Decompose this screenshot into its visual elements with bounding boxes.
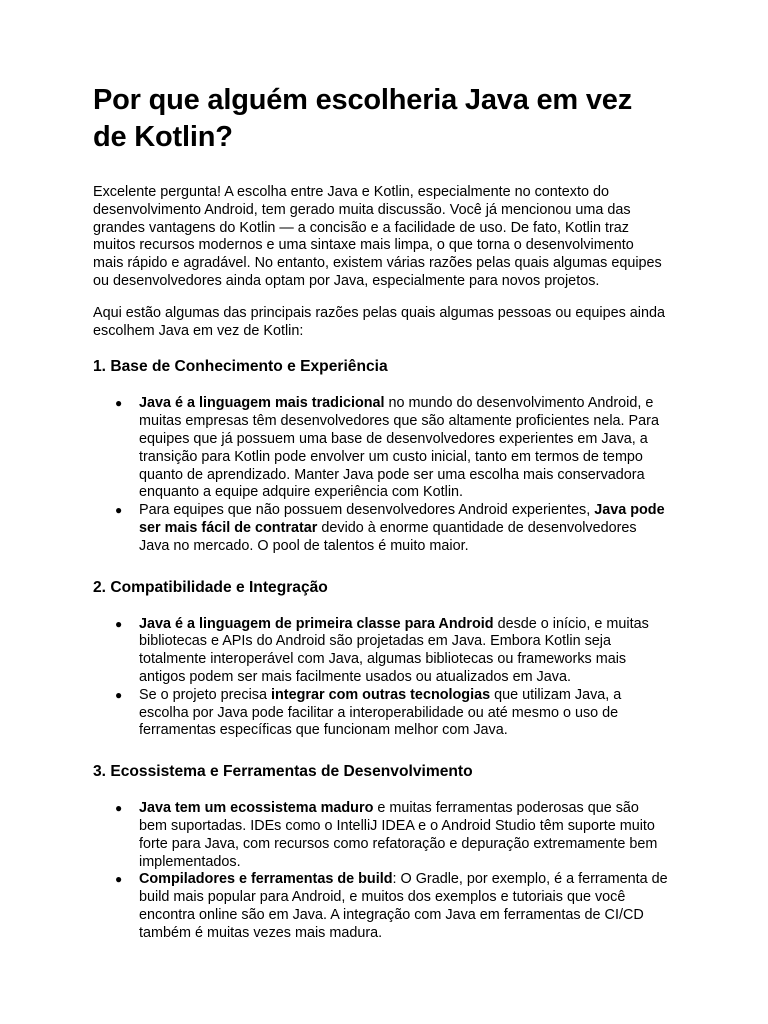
bullet-list	[93, 800, 668, 942]
section	[93, 357, 668, 555]
page-title: Por que alguém escolheria Java em vez de Kotlin?	[93, 84, 633, 153]
list-item	[93, 616, 668, 687]
item-text: no mundo do desenvolvimento Android, e muitas empresas têm desenvolvedores que são altamente proficientes nela. Para equipes que já possuem uma base de desenvolvedores experientes em Java, a transição para Kotlin pode envolver um custo inicial, tanto em termos de tempo quanto de aprendizado. Manter Java pode ser uma escolha mais conservadora enquanto a equipe adquire experiência com Kotlin.	[139, 395, 659, 501]
section-heading: 3. Ecossistema e Ferramentas de Desenvolvimento	[93, 763, 473, 781]
item-text: desde o início, e muitas bibliotecas e APIs do Android são projetadas em Java. Embora Kotlin seja totalmente interoperável com Java, algumas bibliotecas ou frameworks mais antigos podem ser mais facilmente usados ou atualizados em Java.	[139, 615, 649, 685]
bullet-icon: ●	[115, 616, 123, 631]
intro-paragraph: Excelente pergunta! A escolha entre Java e Kotlin, especialmente no contexto do desenvolvimento Android, tem gerado muita discussão. Você já mencionou uma das grandes vantagens do Kotlin — a concisão e a facilidade de uso. De fato, Kotlin traz muitos recursos modernos e uma sintaxe mais limpa, o que torna o desenvolvimento mais rápido e agradável. No entanto, existem várias razões pelas quais algumas equipes ou desenvolvedores ainda optam por Java, especialmente para novos projetos.	[93, 184, 662, 289]
bullet-icon: ●	[115, 872, 123, 887]
bullet-list	[93, 616, 668, 741]
section-heading: 2. Compatibilidade e Integração	[93, 578, 328, 596]
bullet-icon: ●	[115, 396, 123, 411]
section	[93, 578, 668, 741]
bullet-icon: ●	[115, 687, 123, 702]
list-item	[93, 800, 668, 871]
item-text: Para equipes que não possuem desenvolvedores Android experientes,	[139, 502, 595, 519]
list-item	[93, 687, 668, 740]
bullet-list	[93, 395, 668, 555]
intro-paragraph: Aqui estão algumas das principais razões pelas quais algumas pessoas ou equipes ainda escolhem Java em vez de Kotlin:	[93, 304, 665, 339]
item-text: devido à enorme quantidade de desenvolvedores Java no mercado. O pool de talentos é muito maior.	[139, 519, 637, 554]
item-emphasis: Compiladores e ferramentas de build	[139, 871, 393, 888]
item-text: que utilizam Java, a escolha por Java pode facilitar a interoperabilidade ou até mesmo o uso de ferramentas específicas que funcionam melhor com Java.	[139, 686, 622, 739]
item-emphasis: integrar com outras tecnologias	[271, 686, 491, 703]
item-text: : O Gradle, por exemplo, é a ferramenta de build mais popular para Android, e muitos dos exemplos e tutoriais que você encontra online são em Java. A integração com Java em ferramentas de CI/CD também é muitas vezes mais madura.	[139, 871, 668, 941]
item-text: e muitas ferramentas poderosas que são bem suportadas. IDEs como o IntelliJ IDEA e o Android Studio têm suporte muito forte para Java, com recursos como refatoração e depuração extremamente bem implementados.	[139, 800, 658, 870]
section	[93, 762, 668, 942]
item-text: Se o projeto precisa	[139, 686, 271, 703]
item-emphasis: Java é a linguagem de primeira classe para Android	[139, 615, 494, 632]
bullet-icon: ●	[115, 801, 123, 816]
list-item	[93, 871, 668, 942]
item-emphasis: Java tem um ecossistema maduro	[139, 800, 374, 817]
item-emphasis: Java pode ser mais fácil de contratar	[139, 502, 665, 536]
list-item	[93, 502, 668, 555]
item-emphasis: Java é a linguagem mais tradicional	[139, 395, 385, 412]
bullet-icon: ●	[115, 503, 123, 518]
list-item	[93, 395, 668, 502]
section-heading: 1. Base de Conhecimento e Experiência	[93, 358, 388, 376]
